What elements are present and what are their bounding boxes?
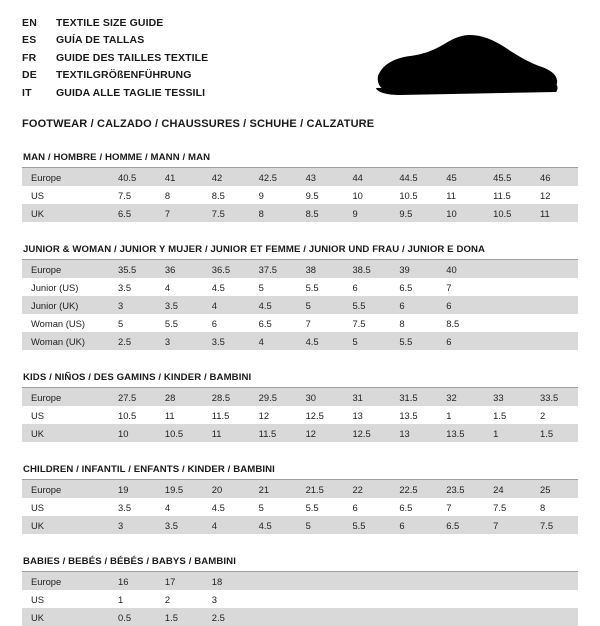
size-cell: 2 [531, 406, 578, 424]
size-cell: 4 [203, 516, 250, 534]
size-cell: 45.5 [484, 168, 531, 186]
size-cell [531, 314, 578, 332]
size-cell [250, 572, 297, 590]
size-block-title: BABIES / BEBÉS / BÉBÉS / BABYS / BAMBINI [23, 556, 236, 567]
size-cell [343, 572, 390, 590]
size-cell: 5 [297, 516, 344, 534]
size-cell: 6.5 [437, 516, 484, 534]
size-cell: 12.5 [297, 406, 344, 424]
size-cell: 10.5 [156, 424, 203, 442]
size-cell: 21 [250, 480, 297, 498]
size-cell: 7 [437, 278, 484, 296]
row-label: UK [22, 424, 109, 442]
row-label: US [22, 590, 109, 608]
size-cell [531, 332, 578, 350]
size-cell: 6.5 [390, 498, 437, 516]
size-cell: 21.5 [297, 480, 344, 498]
size-block-title: JUNIOR & WOMAN / JUNIOR Y MUJER / JUNIOR ET FEMME / JUNIOR UND FRAU / JUNIOR E DONA [23, 244, 486, 255]
size-cell: 20 [203, 480, 250, 498]
size-cell: 6 [343, 498, 390, 516]
size-cell: 7 [484, 516, 531, 534]
size-cell: 9.5 [390, 204, 437, 222]
size-cell [390, 608, 437, 626]
size-cell: 42 [203, 168, 250, 186]
size-blocks [22, 152, 578, 626]
size-cell: 11 [203, 424, 250, 442]
size-cell: 1.5 [531, 424, 578, 442]
size-cell: 0.5 [109, 608, 156, 626]
size-cell: 12.5 [343, 424, 390, 442]
row-label: Europe [22, 168, 109, 186]
table-row [22, 260, 578, 278]
size-cell: 10.5 [109, 406, 156, 424]
size-cell [531, 296, 578, 314]
row-label: Europe [22, 572, 109, 590]
size-block [22, 372, 578, 442]
language-row [22, 33, 208, 50]
size-cell [437, 590, 484, 608]
size-cell [250, 608, 297, 626]
size-cell: 10.5 [390, 186, 437, 204]
row-label: UK [22, 516, 109, 534]
size-table [22, 480, 578, 534]
size-cell: 10 [437, 204, 484, 222]
size-cell: 3 [109, 296, 156, 314]
size-cell: 32 [437, 388, 484, 406]
size-cell: 5 [343, 332, 390, 350]
row-label: Junior (UK) [22, 296, 109, 314]
size-cell: 23.5 [437, 480, 484, 498]
size-cell: 11.5 [203, 406, 250, 424]
size-cell [484, 296, 531, 314]
size-cell: 13 [390, 424, 437, 442]
size-cell [531, 608, 578, 626]
row-label: US [22, 186, 109, 204]
table-row [22, 388, 578, 406]
table-row [22, 480, 578, 498]
size-cell: 4.5 [203, 278, 250, 296]
size-cell: 4.5 [250, 296, 297, 314]
size-block-title: MAN / HOMBRE / HOMME / MANN / MAN [23, 152, 211, 163]
size-cell: 8.5 [297, 204, 344, 222]
dress-shoe-icon [370, 32, 560, 104]
size-cell [484, 590, 531, 608]
size-cell: 39 [390, 260, 437, 278]
size-table [22, 260, 578, 350]
table-row [22, 278, 578, 296]
size-cell [531, 260, 578, 278]
row-label: US [22, 406, 109, 424]
table-row [22, 516, 578, 534]
size-cell [531, 278, 578, 296]
size-cell: 44 [343, 168, 390, 186]
size-cell: 2.5 [203, 608, 250, 626]
size-cell [531, 590, 578, 608]
table-row [22, 168, 578, 186]
language-code: DE [22, 69, 37, 82]
size-cell: 11.5 [250, 424, 297, 442]
size-cell [297, 590, 344, 608]
size-cell: 33 [484, 388, 531, 406]
size-cell: 11 [531, 204, 578, 222]
size-cell: 4 [250, 332, 297, 350]
row-label: Woman (US) [22, 314, 109, 332]
size-cell: 13.5 [390, 406, 437, 424]
size-cell: 43 [297, 168, 344, 186]
table-row [22, 572, 578, 590]
table-row [22, 498, 578, 516]
size-cell: 9 [250, 186, 297, 204]
language-row [22, 16, 208, 33]
size-cell: 7 [156, 204, 203, 222]
size-cell: 11 [437, 186, 484, 204]
size-cell: 12 [531, 186, 578, 204]
size-cell: 37.5 [250, 260, 297, 278]
size-cell: 8 [390, 314, 437, 332]
size-cell: 8 [250, 204, 297, 222]
size-cell: 40.5 [109, 168, 156, 186]
size-cell: 36.5 [203, 260, 250, 278]
size-cell: 5 [109, 314, 156, 332]
size-cell: 35.5 [109, 260, 156, 278]
language-code: FR [22, 51, 37, 64]
row-label: Woman (UK) [22, 332, 109, 350]
table-row [22, 608, 578, 626]
size-cell: 33.5 [531, 388, 578, 406]
table-row [22, 204, 578, 222]
size-cell: 7.5 [531, 516, 578, 534]
size-cell [437, 608, 484, 626]
size-block-title: KIDS / NIÑOS / DES GAMINS / KINDER / BAMBINI [23, 372, 252, 383]
size-cell [390, 590, 437, 608]
size-block [22, 244, 578, 350]
size-cell: 45 [437, 168, 484, 186]
size-cell: 7.5 [484, 498, 531, 516]
size-cell: 42.5 [250, 168, 297, 186]
size-cell: 38 [297, 260, 344, 278]
size-cell: 5 [297, 296, 344, 314]
size-cell [484, 260, 531, 278]
size-cell: 41 [156, 168, 203, 186]
size-cell [297, 572, 344, 590]
table-row [22, 296, 578, 314]
size-cell: 19 [109, 480, 156, 498]
size-cell: 40 [437, 260, 484, 278]
size-cell: 1 [437, 406, 484, 424]
size-cell: 31 [343, 388, 390, 406]
language-code: EN [22, 17, 37, 29]
language-code: IT [22, 86, 32, 99]
table-row [22, 314, 578, 332]
size-cell: 13.5 [437, 424, 484, 442]
size-cell [484, 314, 531, 332]
page-header [22, 16, 578, 108]
size-cell: 4.5 [250, 516, 297, 534]
size-cell [390, 572, 437, 590]
size-cell: 16 [109, 572, 156, 590]
size-cell: 9.5 [297, 186, 344, 204]
size-cell: 13 [343, 406, 390, 424]
category-title: FOOTWEAR / CALZADO / CHAUSSURES / SCHUHE / CALZATURE [22, 118, 375, 130]
size-table [22, 572, 578, 626]
language-title: TEXTILGRÖßENFÜHRUNG [56, 69, 192, 82]
size-cell: 27.5 [109, 388, 156, 406]
row-label: Europe [22, 388, 109, 406]
size-cell: 11.5 [484, 186, 531, 204]
size-cell: 3 [109, 516, 156, 534]
size-cell [484, 572, 531, 590]
language-row [22, 86, 208, 103]
size-cell: 6 [437, 332, 484, 350]
size-block [22, 152, 578, 222]
size-cell: 36 [156, 260, 203, 278]
size-table [22, 168, 578, 222]
size-cell: 6 [390, 296, 437, 314]
size-cell: 6.5 [390, 278, 437, 296]
row-label: UK [22, 204, 109, 222]
size-cell: 28 [156, 388, 203, 406]
size-cell: 5.5 [343, 296, 390, 314]
language-row [22, 51, 208, 68]
size-cell: 10 [343, 186, 390, 204]
language-title: GUÍA DE TALLAS [56, 34, 145, 47]
size-cell: 6 [343, 278, 390, 296]
size-cell: 1 [484, 424, 531, 442]
size-block-title: CHILDREN / INFANTIL / ENFANTS / KINDER / BAMBINI [23, 464, 275, 475]
language-title: GUIDE DES TAILLES TEXTILE [56, 51, 209, 64]
size-cell [297, 608, 344, 626]
size-cell: 6.5 [250, 314, 297, 332]
size-cell: 18 [203, 572, 250, 590]
table-row [22, 590, 578, 608]
row-label: US [22, 498, 109, 516]
size-cell: 5.5 [297, 498, 344, 516]
table-row [22, 332, 578, 350]
size-cell: 3 [156, 332, 203, 350]
size-cell: 22 [343, 480, 390, 498]
row-label: Europe [22, 260, 109, 278]
size-cell: 12 [297, 424, 344, 442]
table-row [22, 424, 578, 442]
size-cell: 10 [109, 424, 156, 442]
size-cell: 7.5 [203, 204, 250, 222]
size-cell: 29.5 [250, 388, 297, 406]
size-cell: 7.5 [343, 314, 390, 332]
size-cell: 5.5 [297, 278, 344, 296]
size-cell: 3.5 [156, 296, 203, 314]
size-cell: 19.5 [156, 480, 203, 498]
language-code: ES [22, 34, 37, 47]
table-row [22, 406, 578, 424]
size-block [22, 556, 578, 626]
row-label: UK [22, 608, 109, 626]
size-cell: 1.5 [156, 608, 203, 626]
size-cell [343, 590, 390, 608]
size-cell: 4.5 [203, 498, 250, 516]
size-cell: 8.5 [203, 186, 250, 204]
size-cell: 4.5 [297, 332, 344, 350]
size-cell [484, 332, 531, 350]
size-cell: 5.5 [156, 314, 203, 332]
size-cell: 30 [297, 388, 344, 406]
size-cell: 5 [250, 278, 297, 296]
size-cell [343, 608, 390, 626]
size-cell: 46 [531, 168, 578, 186]
size-cell: 4 [156, 278, 203, 296]
size-cell: 3.5 [109, 498, 156, 516]
size-cell: 3.5 [156, 516, 203, 534]
size-cell: 10.5 [484, 204, 531, 222]
size-cell [531, 572, 578, 590]
size-cell: 7 [297, 314, 344, 332]
language-title-list [22, 16, 208, 103]
size-table [22, 388, 578, 442]
size-cell: 5 [250, 498, 297, 516]
size-cell: 6 [390, 516, 437, 534]
size-cell: 6.5 [109, 204, 156, 222]
size-cell: 7 [437, 498, 484, 516]
size-cell: 2 [156, 590, 203, 608]
size-cell: 2.5 [109, 332, 156, 350]
size-block [22, 464, 578, 534]
table-row [22, 186, 578, 204]
size-cell: 5.5 [390, 332, 437, 350]
size-cell: 38.5 [343, 260, 390, 278]
row-label: Europe [22, 480, 109, 498]
size-cell: 8.5 [437, 314, 484, 332]
size-cell [484, 278, 531, 296]
size-cell: 7.5 [109, 186, 156, 204]
size-cell [437, 572, 484, 590]
size-cell [250, 590, 297, 608]
size-cell: 22.5 [390, 480, 437, 498]
size-cell: 8 [156, 186, 203, 204]
size-cell: 4 [156, 498, 203, 516]
size-cell: 1.5 [484, 406, 531, 424]
size-cell: 24 [484, 480, 531, 498]
size-cell: 12 [250, 406, 297, 424]
size-cell: 31.5 [390, 388, 437, 406]
size-cell: 4 [203, 296, 250, 314]
size-cell: 25 [531, 480, 578, 498]
row-label: Junior (US) [22, 278, 109, 296]
size-cell: 3.5 [203, 332, 250, 350]
size-cell: 3.5 [109, 278, 156, 296]
size-cell: 1 [109, 590, 156, 608]
size-cell: 9 [343, 204, 390, 222]
language-title: GUIDA ALLE TAGLIE TESSILI [56, 86, 206, 99]
size-cell: 5.5 [343, 516, 390, 534]
size-cell: 11 [156, 406, 203, 424]
size-cell: 8 [531, 498, 578, 516]
size-cell: 44.5 [390, 168, 437, 186]
size-cell [484, 608, 531, 626]
size-cell: 28.5 [203, 388, 250, 406]
size-cell: 3 [203, 590, 250, 608]
size-cell: 6 [203, 314, 250, 332]
language-row [22, 68, 208, 85]
language-title: TEXTILE SIZE GUIDE [56, 17, 164, 29]
size-cell: 17 [156, 572, 203, 590]
size-cell: 6 [437, 296, 484, 314]
